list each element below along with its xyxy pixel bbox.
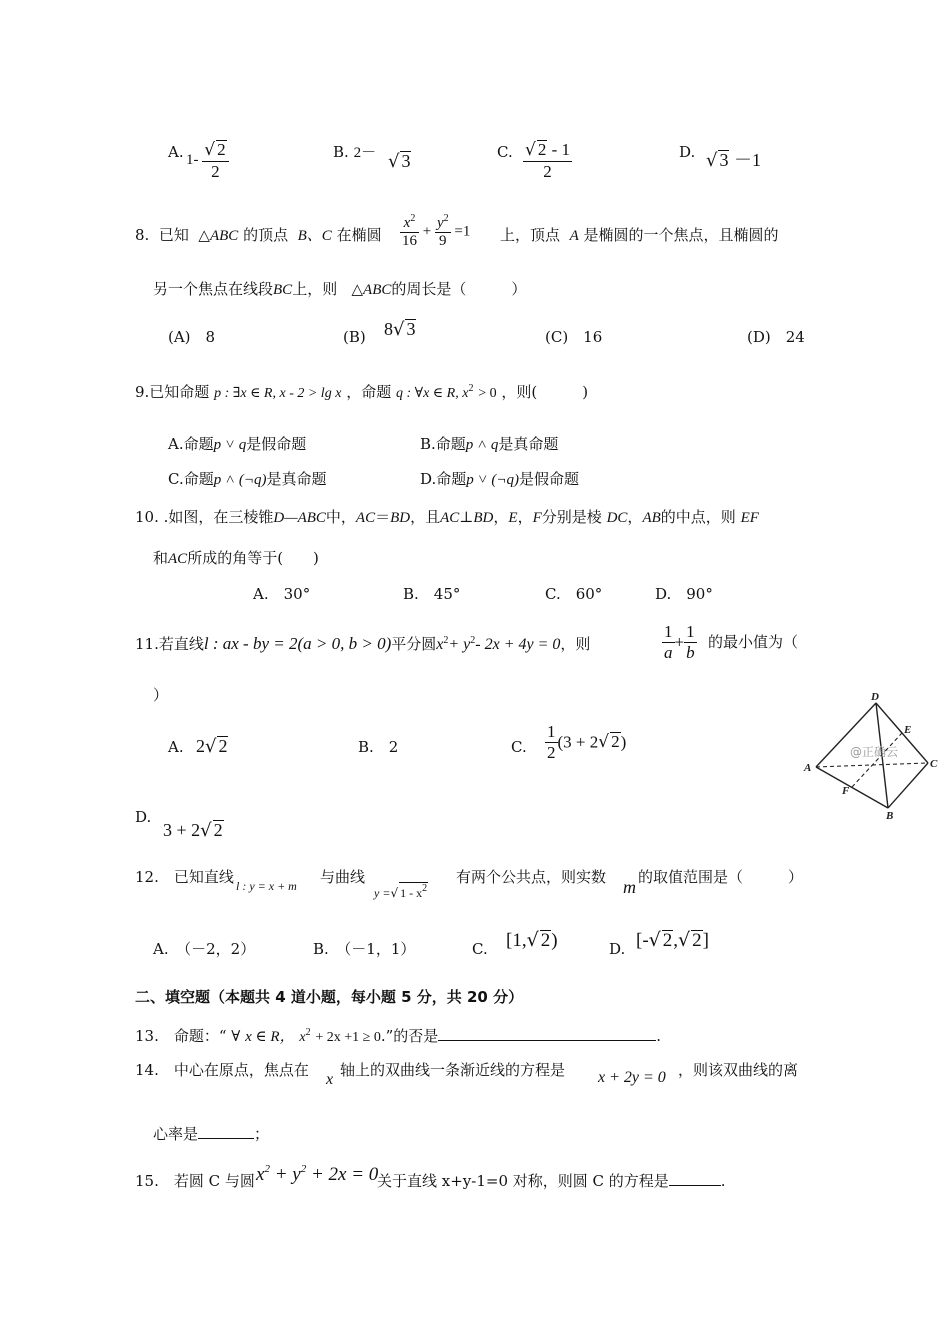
q12-d-comma: ,	[673, 930, 679, 951]
q15-tail	[377, 1174, 726, 1189]
q14-eq: x + 2y = 0	[598, 1069, 666, 1086]
q10-l1-f: BD	[390, 510, 411, 526]
q10-l1-p: AB	[642, 510, 661, 526]
q11-circle-x: x	[436, 636, 444, 653]
q8-text-d: 上，顶点	[500, 226, 561, 244]
q11-fb-den: b	[686, 642, 695, 662]
q15-eq	[256, 1164, 378, 1184]
section-2-title: 二、填空题（本题共 4 道小题，每小题 5 分，共 20 分）	[135, 988, 524, 1006]
q9-head: 9.已知命题	[135, 383, 210, 401]
q11-sup2: 2	[470, 635, 476, 646]
q10-option-d: D. 90°	[655, 585, 713, 603]
q12-c-rad: 2	[540, 930, 551, 951]
q10-line1	[135, 510, 759, 526]
q12-m: m	[623, 877, 636, 897]
q8-option-b: (B)	[343, 328, 366, 346]
edge-bc	[888, 763, 928, 808]
q11-c-expr: $\frac{1}{2}$ (3 + 2√ 2)	[547, 722, 627, 762]
q9-c-expr: p ˄ (¬q)	[213, 472, 267, 488]
q8-option-d: (D) 24	[747, 328, 805, 346]
q12-option-a: A. （－2，2）	[153, 940, 256, 958]
q7-a-frac: $\frac{√ 2}{2}$	[202, 140, 228, 181]
q14-end: ；	[254, 1125, 270, 1143]
q9-q-tail: > 0	[478, 386, 497, 401]
q8-frac-y	[435, 213, 451, 251]
q9-b-label: B.命题	[420, 435, 466, 453]
q8-segment: BC	[273, 282, 293, 298]
q8-ellipse-eq	[400, 213, 470, 251]
label-f: F	[842, 785, 850, 797]
q15-end: .	[720, 1172, 726, 1190]
q10-option-b: B. 45°	[403, 585, 461, 603]
q11-a-expr: 2√ 2	[196, 736, 228, 757]
q11-circle-tail: - 2x + 4y = 0	[475, 636, 561, 653]
q9-c-tail: 是真命题	[266, 470, 327, 488]
q9-option-c	[168, 472, 326, 488]
q11-frac-a	[662, 622, 675, 662]
q12-l-expr: l : y = x + m	[236, 879, 297, 893]
q12-curve-pre: y =	[374, 886, 391, 900]
q15-mid: 关于直线 x+y-1=0 对称，则圆 C 的方程是	[377, 1172, 669, 1190]
q9-mid: ，命题	[346, 383, 392, 401]
q13-head: 13. 命题：“ ∀	[135, 1027, 241, 1045]
q10-l1-a: 10. .如图，在三棱锥	[135, 508, 274, 526]
q7-a-pre: 1-	[186, 152, 199, 169]
q11-sup1: 2	[443, 635, 449, 646]
q8-f2-den: 9	[439, 233, 447, 250]
q12-c-expr: [1,√ 2)	[506, 929, 558, 951]
q12-d-b: ]	[702, 930, 709, 951]
q12-d-rad1: 2	[662, 930, 673, 951]
q9-q-expr: q : ∀x ∈ R, x	[395, 386, 469, 401]
q9-option-d	[420, 472, 579, 488]
edge-ab	[816, 767, 888, 808]
q11-then: ，则	[560, 635, 591, 653]
q8-f2-sup: 2	[443, 213, 449, 224]
q8-triangle-2: △ABC	[351, 282, 392, 298]
q8-line2-a: 另一个焦点在线段	[153, 280, 274, 298]
q8-f2-num: y	[436, 215, 444, 231]
segment-ef	[852, 733, 902, 787]
q9-b-expr: p ˄ q	[465, 437, 499, 453]
q9-b-tail: 是真命题	[498, 435, 559, 453]
q13-expr2: x	[299, 1030, 306, 1045]
label-e: E	[904, 724, 912, 736]
q10-l2-c: 所成的角等于( )	[187, 549, 319, 567]
q8-points: B、C	[297, 228, 332, 244]
q8-b-pre: 8	[384, 319, 393, 339]
q7-b-sqrt: √ 3	[388, 151, 411, 172]
q13-expr: x ∈ R，	[245, 1029, 295, 1045]
q11-plus: +	[674, 632, 685, 652]
q13-tail: .”的否是	[380, 1027, 439, 1045]
q12-d-a: [-	[636, 930, 649, 951]
q11-mid: 平分圆	[391, 635, 437, 653]
q8-triangle: △ABC	[198, 228, 239, 244]
q9-line1	[135, 384, 588, 401]
q8-text-a: 已知	[158, 226, 189, 244]
q8-line1-tail	[500, 228, 779, 244]
q7-d-label: D.	[679, 143, 696, 161]
q8-text-b: 的顶点	[243, 226, 289, 244]
q11-option-b: B. 2	[358, 738, 399, 756]
q8-option-a: (A) 8	[168, 328, 216, 346]
q12-c-a: [1,	[506, 930, 527, 951]
q7-a-den: 2	[211, 161, 220, 181]
q12-option-b: B. （－1，1）	[313, 940, 416, 958]
q15-eq-c: + 2x = 0	[306, 1164, 379, 1185]
q12-curve-rad	[399, 882, 428, 900]
q10-l1-n: DC	[606, 510, 628, 526]
q15-head: 15. 若圆 C 与圆	[135, 1172, 255, 1190]
q8-line1	[135, 228, 382, 244]
q11-close: ）	[153, 686, 169, 704]
q11-line1	[135, 635, 590, 653]
q12-mid: 与曲线	[320, 868, 366, 886]
q15-sup1: 2	[264, 1163, 270, 1175]
q13-expr3: + 2x +1 ≥ 0	[315, 1030, 381, 1045]
q12-option-c: C.	[472, 940, 488, 958]
q7-b-pre: 2－	[353, 145, 377, 161]
q11-tail: 的最小值为（	[708, 633, 799, 651]
q9-a-expr: p ˅ q	[213, 437, 247, 453]
q10-l1-d: AC	[355, 510, 376, 526]
q8-option-b-expr: 8√ 3	[384, 319, 416, 340]
q11-fb-num: 1	[686, 622, 695, 641]
q11-line-expr: l : ax - by = 2(a > 0, b > 0)	[203, 634, 392, 653]
watermark: @正确云	[850, 745, 899, 759]
q9-tail: ，则( )	[501, 383, 589, 401]
q9-c-label: C.命题	[168, 470, 214, 488]
q8-eq: =1	[454, 223, 471, 240]
q7-a-num: 2	[217, 140, 226, 159]
q10-l1-i: ，	[493, 508, 509, 526]
q8-line2-b: 上，则	[292, 280, 338, 298]
q10-l1-o: ，	[627, 508, 643, 526]
q12-option-d: D.	[609, 940, 626, 958]
q11-c-num: 1	[547, 722, 556, 741]
q10-l1-q: 的中点，则	[660, 508, 736, 526]
q12-head: 12. 已知直线	[135, 868, 234, 886]
q9-a-tail: 是假命题	[246, 435, 307, 453]
q12-tail-b: 的取值范围是（ ）	[638, 868, 804, 886]
q7-d-rad: 3	[719, 150, 729, 170]
q11-d-rad: 2	[213, 820, 223, 840]
q8-option-c: (C) 16	[545, 328, 603, 346]
q7-c-label: C.	[497, 143, 513, 161]
q15-eq-a: x	[256, 1164, 265, 1185]
q10-l2-a: 和	[153, 549, 169, 567]
q8-number: 8.	[135, 226, 150, 244]
q8-plus: +	[422, 223, 432, 240]
q11-option-c: C.	[511, 738, 527, 756]
q7-c-den: 2	[543, 161, 552, 181]
q14-line2-text: 心率是	[153, 1125, 199, 1143]
q11-c-rad: 2	[611, 732, 620, 752]
q10-l1-g: ，且	[410, 508, 441, 526]
q12-d-expr: [-√ 2,√ 2]	[636, 929, 709, 951]
q7-b-label: B.	[333, 143, 349, 161]
q7-d-tail: －1	[733, 150, 761, 170]
q7-c-expr	[523, 140, 572, 181]
q8-f1-sup: 2	[410, 213, 416, 224]
q13-line	[135, 1028, 661, 1045]
q14-x: x	[326, 1071, 334, 1088]
q11-d-expr: 3 + 2√ 2	[163, 820, 223, 841]
label-a: A	[804, 762, 812, 774]
q13-sup: 2	[305, 1027, 311, 1038]
q11-c-tail-b: )	[620, 732, 627, 752]
q10-option-c: C. 60°	[545, 585, 603, 603]
tetrahedron-figure	[800, 690, 940, 822]
q10-l1-r: EF	[740, 510, 759, 526]
q9-d-expr: p ˅ (¬q)	[466, 472, 519, 488]
q11-circle-mid: + y	[448, 636, 471, 653]
q7-option-b	[333, 145, 376, 161]
q10-option-a: A. 30°	[253, 585, 311, 603]
q12-curve: y =√ $1 - x^2$	[374, 883, 428, 900]
q8-text-c: 在椭圆	[336, 226, 382, 244]
q11-sum-fracs	[662, 622, 697, 662]
q11-a-rad: 2	[218, 736, 228, 756]
q10-l1-b: D—ABC	[273, 510, 326, 526]
q10-l1-m: 分别是棱	[541, 508, 602, 526]
q14-answer-blank[interactable]	[198, 1138, 254, 1139]
q10-l2-b: AC	[168, 551, 188, 567]
q10-line2	[153, 551, 319, 567]
q9-q-sup: 2	[468, 383, 474, 394]
q12-curve-rad-a: 1 - x	[400, 886, 423, 900]
q11-d-pre: 3 + 2	[163, 820, 201, 840]
q11-fa-den: a	[664, 642, 673, 662]
q7-option-d	[679, 145, 695, 160]
q7-b-rad: 3	[401, 151, 411, 171]
q15-sup2: 2	[300, 1163, 307, 1175]
q9-option-a	[168, 437, 306, 453]
q11-c-den: 2	[547, 742, 556, 762]
q11-frac-b	[684, 622, 697, 662]
q7-a-expr	[186, 140, 229, 181]
q12-c-b: )	[551, 930, 558, 951]
q14-head: 14. 中心在原点，焦点在	[135, 1061, 309, 1079]
q9-option-b	[420, 437, 558, 453]
q8-b-rad: 3	[406, 319, 416, 339]
q8-frac-x	[400, 213, 419, 251]
q7-option-a	[168, 145, 184, 160]
q13-end: .	[656, 1027, 662, 1045]
q9-d-tail: 是假命题	[519, 470, 580, 488]
q11-c-frac	[545, 722, 558, 762]
q11-c-tail-a: (3 + 2	[557, 732, 599, 752]
q11-fa-num: 1	[664, 622, 673, 641]
q11-option-d: D.	[135, 808, 152, 826]
q10-l1-k: ，	[517, 508, 533, 526]
q9-d-label: D.命题	[420, 470, 467, 488]
q10-l1-l: F	[532, 510, 542, 526]
q7-c-frac: $\frac{√ 2 - 1}{2}$	[525, 140, 571, 181]
q8-line2-c: 的周长是（ ）	[391, 280, 527, 298]
q12-d-rad2: 2	[692, 930, 702, 951]
q15-answer-blank[interactable]	[669, 1185, 721, 1186]
q9-p-expr: p : ∃x ∈ R, x - 2 > lg x	[214, 386, 342, 401]
q14-tail: ，则该双曲线的离	[678, 1061, 799, 1079]
q7-d-expr: √ 3 －1	[706, 150, 761, 171]
q9-a-label: A.命题	[168, 435, 214, 453]
q10-l1-j: E	[508, 510, 518, 526]
q12-tail-a: 有两个公共点，则实数	[456, 868, 607, 886]
q7-c-num-rad: 2	[537, 140, 547, 159]
q14-line2	[153, 1127, 269, 1142]
q8-line2	[153, 282, 526, 298]
q7-a-label: A.	[168, 143, 184, 161]
q8-point-a: A	[569, 228, 579, 244]
q14-mid: 轴上的双曲线一条渐近线的方程是	[340, 1061, 566, 1079]
q13-answer-blank[interactable]	[438, 1040, 656, 1041]
q7-option-c	[497, 145, 513, 160]
label-c: C	[930, 758, 938, 770]
q10-l1-e: ＝	[375, 508, 391, 526]
q11-a-pre: 2	[196, 736, 205, 756]
q11-option-a: A.	[168, 738, 184, 756]
q10-l1-h: AC⊥BD	[440, 510, 494, 526]
q12-curve-sup: 2	[422, 883, 428, 894]
q8-f1-den: 16	[402, 233, 417, 250]
q11-head: 11.若直线	[135, 635, 204, 653]
label-d: D	[871, 691, 879, 703]
q15-eq-b: + y	[269, 1164, 301, 1185]
q8-text-e: 是椭圆的一个焦点，且椭圆的	[583, 226, 779, 244]
q8-f1-num: x	[403, 215, 411, 231]
q10-l1-c: 中，	[325, 508, 356, 526]
label-b: B	[886, 810, 894, 822]
q7-c-num-tail: - 1	[551, 140, 571, 159]
